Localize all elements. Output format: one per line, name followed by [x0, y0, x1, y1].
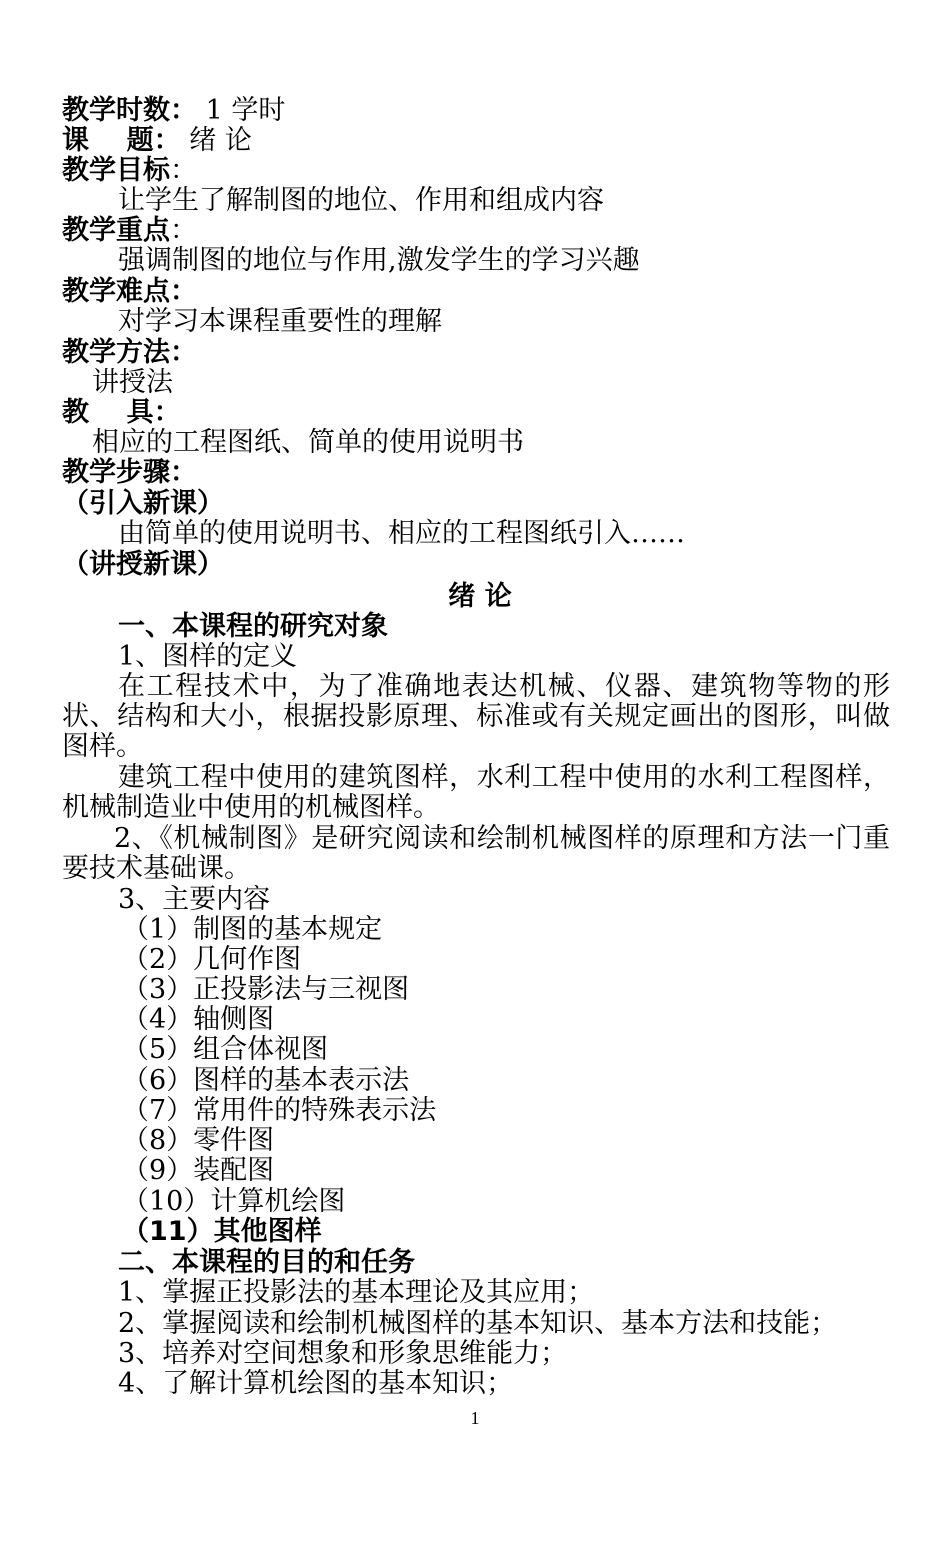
goal-label: 教学目标 [62, 155, 170, 186]
list-item: （5）组合体视图 [122, 1034, 329, 1065]
list-item: （9）装配图 [122, 1155, 275, 1186]
intro-label: （引入新课） [62, 488, 224, 519]
section-1-paragraph-1: 在工程技术中，为了准确地表达机械、仪器、建筑物等物的形状、结构和大小，根据投影原理、标准或有关规定画出的图形，叫做图样。 [62, 671, 890, 762]
list-item: （6）图样的基本表示法 [122, 1065, 410, 1096]
method-text: 讲授法 [92, 367, 173, 398]
section-2-item: 2、掌握阅读和绘制机械图样的基本知识、基本方法和技能； [118, 1308, 838, 1339]
topic-line [62, 126, 890, 156]
difficulty-text: 对学习本课程重要性的理解 [118, 306, 442, 337]
topic-value: 绪 论 [180, 125, 252, 156]
difficulty-label: 教学难点： [62, 276, 197, 307]
method-label: 教学方法： [62, 337, 197, 368]
hours-value: 1 学时 [197, 95, 286, 126]
list-item: （2）几何作图 [122, 944, 302, 975]
list-item: （7）常用件的特殊表示法 [122, 1095, 437, 1126]
section-2-item: 4、了解计算机绘图的基本知识； [118, 1368, 514, 1399]
hours-label: 教学时数： [62, 95, 197, 126]
section-1-heading: 一、本课程的研究对象 [118, 611, 388, 642]
section-2-item: 1、掌握正投影法的基本理论及其应用； [118, 1277, 595, 1308]
section-1-paragraph-2: 建筑工程中使用的建筑图样，水利工程中使用的水利工程图样，机械制造业中使用的机械图样。 [62, 762, 890, 823]
list-item: （3）正投影法与三视图 [122, 974, 410, 1005]
tools-label: 教 具： [62, 397, 181, 428]
section-1-item-1: 1、图样的定义 [118, 641, 298, 672]
goal-text: 让学生了解制图的地位、作用和组成内容 [118, 185, 604, 216]
topic-label: 课 题： [62, 125, 181, 156]
list-item-last: （11）其他图样 [122, 1216, 322, 1247]
teach-label: （讲授新课） [62, 549, 224, 580]
key-label: 教学重点 [62, 215, 170, 246]
list-item: （10）计算机绘图 [122, 1186, 346, 1217]
section-1-item-2: 2、《机械制图》是研究阅读和绘制机械图样的原理和方法一门重要技术基础课。 [62, 823, 890, 884]
list-item: （8）零件图 [122, 1125, 275, 1156]
page-number: 1 [470, 1408, 480, 1428]
section-2-item: 3、培养对空间想象和形象思维能力； [118, 1338, 568, 1369]
key-colon: ： [170, 215, 197, 246]
section-2-heading: 二、本课程的目的和任务 [118, 1247, 415, 1278]
key-text: 强调制图的地位与作用,激发学生的学习兴趣 [118, 245, 640, 276]
section-title: 绪 论 [448, 581, 512, 612]
goal-label-line [62, 156, 890, 186]
goal-colon: ： [170, 155, 197, 186]
tools-text: 相应的工程图纸、简单的使用说明书 [92, 427, 524, 458]
list-item: （1）制图的基本规定 [122, 914, 383, 945]
steps-label: 教学步骤： [62, 457, 197, 488]
section-1-item-3: 3、主要内容 [118, 884, 271, 915]
hours-line [62, 96, 890, 126]
key-label-line [62, 216, 890, 246]
list-item: （4）轴侧图 [122, 1004, 275, 1035]
intro-text: 由简单的使用说明书、相应的工程图纸引入…… [118, 518, 685, 549]
